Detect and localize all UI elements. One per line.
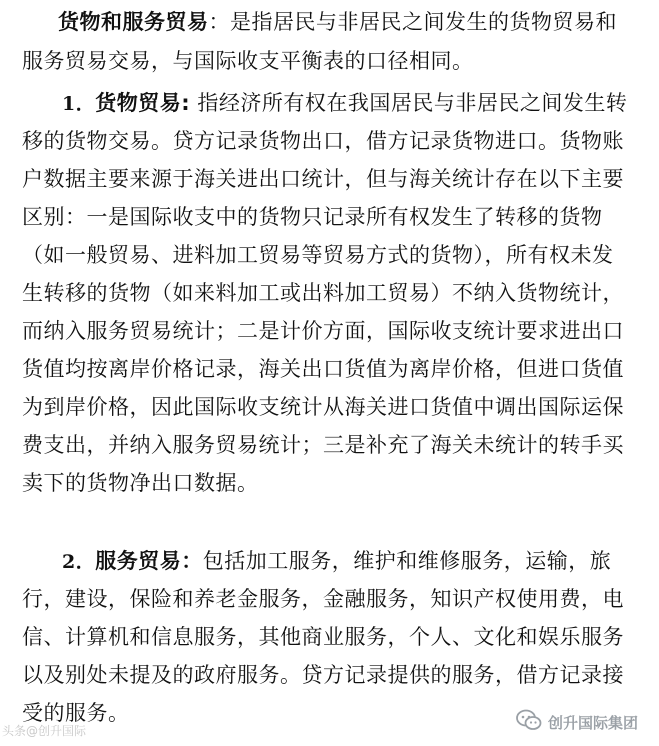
intro-line-2: 服务贸易交易，与国际收支平衡表的口径相同。 xyxy=(22,49,474,73)
services-text: 包括加工服务，维护和维修服务，运输，旅 xyxy=(202,549,612,573)
goods-line: 区别：一是国际收支中的货物只记录所有权发生了转移的货物 xyxy=(22,205,603,229)
services-line: 受的服务。 xyxy=(22,701,130,725)
services-line-1 xyxy=(62,542,611,580)
goods-line: 费支出，并纳入服务贸易统计；三是补充了海关未统计的转手买 xyxy=(22,433,624,457)
goods-line: 货值均按离岸价格记录，海关出口货值为离岸价格，但进口货值 xyxy=(22,357,624,381)
intro-line-1 xyxy=(58,3,617,41)
brand-watermark xyxy=(516,706,638,738)
services-line: 信、计算机和信息服务，其他商业服务，个人、文化和娱乐服务 xyxy=(22,625,624,649)
goods-text: 指经济所有权在我国居民与非居民之间发生转 xyxy=(190,91,628,115)
section-number: 1． xyxy=(62,93,96,115)
goods-line: 而纳入服务贸易统计；二是计价方面，国际收支统计要求进出口 xyxy=(22,319,624,343)
intro-text: 是指居民与非居民之间发生的货物贸易和 xyxy=(230,10,617,34)
term-services-trade: 服务贸易 xyxy=(95,549,182,573)
term-goods-and-services: 货物和服务贸易 xyxy=(58,10,209,34)
goods-line: 生转移的货物（如来料加工或出料加工贸易）不纳入货物统计， xyxy=(22,281,624,305)
goods-line: 户数据主要来源于海关进出口统计，但与海关统计存在以下主要 xyxy=(22,167,624,191)
services-line: 以及别处未提及的政府服务。贷方记录提供的服务，借方记录接 xyxy=(22,663,624,687)
services-line: 行，建设，保险和养老金服务，金融服务，知识产权使用费，电 xyxy=(22,587,624,611)
goods-line: 移的货物交易。贷方记录货物出口，借方记录货物进口。货物账 xyxy=(22,129,624,153)
section-number: 2． xyxy=(62,551,96,573)
term-colon: ： xyxy=(181,549,203,573)
wechat-icon xyxy=(516,709,542,735)
term-colon: : xyxy=(181,91,191,115)
toutiao-watermark: 头条@创升国际 xyxy=(2,724,87,738)
goods-line-1 xyxy=(62,84,627,122)
goods-line: 卖下的货物净出口数据。 xyxy=(22,471,259,495)
term-colon: ： xyxy=(208,10,230,34)
term-goods-trade: 货物贸易 xyxy=(95,91,182,115)
goods-line: （如一般贸易、进料加工贸易等贸易方式的货物），所有权未发 xyxy=(22,243,614,267)
brand-name: 创升国际集团 xyxy=(548,713,639,732)
goods-line: 为到岸价格，因此国际收支统计从海关进口货值中调出国际运保 xyxy=(22,395,624,419)
